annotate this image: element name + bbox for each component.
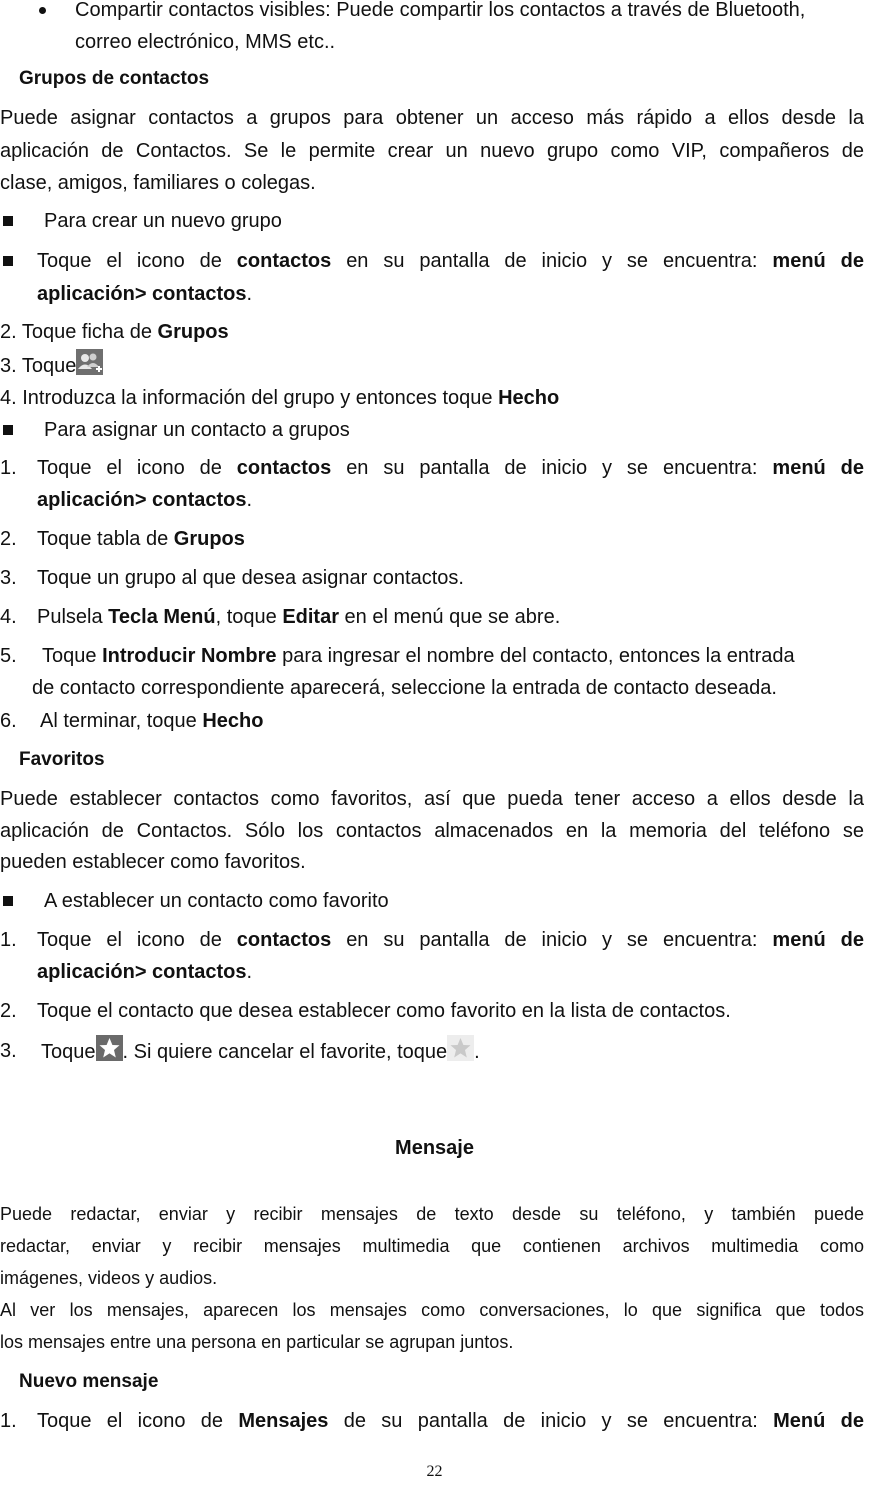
step-msg-1 bbox=[0, 1405, 864, 1437]
step-assign-4 bbox=[0, 601, 864, 633]
step-bold: menú de bbox=[772, 929, 865, 951]
chapter-title: Mensaje bbox=[395, 1137, 474, 1159]
step-bold: Tecla Menú bbox=[108, 606, 216, 628]
step-bold: aplicación> contactos bbox=[37, 961, 247, 983]
step-bold: Hecho bbox=[202, 710, 264, 732]
paragraph-line: Puede establecer contactos como favoritos, así que pueda tener acceso a ellos desde la bbox=[0, 788, 864, 810]
paragraph-line: imágenes, videos y audios. bbox=[0, 1268, 218, 1288]
step-text: en su pantalla de inicio y se encuentra: bbox=[346, 457, 758, 479]
step-assign-2 bbox=[0, 523, 864, 555]
step-number: 6. bbox=[0, 710, 17, 732]
step-number: 2. bbox=[0, 528, 17, 550]
square-bullet bbox=[3, 256, 13, 266]
step-bold: Introducir Nombre bbox=[102, 645, 277, 667]
step-assign-1 bbox=[0, 452, 864, 484]
step-text: . Si quiere cancelar el favorite, toque bbox=[122, 1041, 448, 1063]
step-assign-6 bbox=[0, 705, 864, 737]
step-number: 1. bbox=[0, 457, 17, 479]
bullet-text: Compartir contactos visibles: Puede compartir los contactos a través de Bluetooth, bbox=[75, 0, 806, 21]
step-number: 1. bbox=[0, 929, 17, 951]
paragraph-line: pueden establecer como favoritos. bbox=[0, 851, 306, 873]
step-bold: aplicación> contactos bbox=[37, 489, 247, 511]
step-text: 2. Toque ficha de bbox=[0, 321, 158, 343]
step-number: 5. bbox=[0, 645, 17, 667]
step-text: . bbox=[246, 961, 253, 983]
step-fav-2 bbox=[0, 995, 864, 1027]
step-create-1-cont bbox=[37, 278, 817, 310]
step-text: Toque el icono de bbox=[37, 457, 222, 479]
step-number: 3. bbox=[0, 1040, 17, 1062]
step-text: Al terminar, toque bbox=[40, 710, 203, 732]
step-number: 2. bbox=[0, 1000, 17, 1022]
step-text: Toque un grupo al que desea asignar contactos. bbox=[37, 567, 464, 589]
paragraph-line: los mensajes entre una persona en particular se agrupan juntos. bbox=[0, 1332, 514, 1352]
section-heading-new-message: Nuevo mensaje bbox=[19, 1371, 159, 1392]
step-text: Toque tabla de bbox=[37, 528, 174, 550]
step-text: 4. Introduzca la información del grupo y entonces toque bbox=[0, 387, 499, 409]
step-bold: menú de bbox=[772, 457, 865, 479]
step-bold: Mensajes bbox=[238, 1410, 329, 1432]
bullet-text-cont: correo electrónico, MMS etc.. bbox=[75, 31, 336, 53]
step-text: . bbox=[246, 489, 253, 511]
step-bold: Hecho bbox=[498, 387, 560, 409]
paragraph-line: Puede redactar, enviar y recibir mensajes de texto desde su teléfono, y también puede bbox=[0, 1204, 864, 1224]
paragraph-line: aplicación de Contactos. Sólo los contactos almacenados en la memoria del teléfono se bbox=[0, 820, 864, 842]
paragraph-line: Al ver los mensajes, aparecen los mensajes como conversaciones, lo que significa que todos bbox=[0, 1300, 864, 1320]
section-heading-groups: Grupos de contactos bbox=[19, 68, 210, 89]
step-text: en su pantalla de inicio y se encuentra: bbox=[346, 929, 758, 951]
step-text: Toque el icono de bbox=[37, 929, 222, 951]
star-filled-icon bbox=[96, 1035, 123, 1061]
step-text: . bbox=[246, 283, 253, 305]
step-text: Toque el icono de bbox=[37, 1410, 224, 1432]
step-bold: contactos bbox=[236, 457, 332, 479]
subsection-title: Para crear un nuevo grupo bbox=[44, 210, 282, 232]
section-heading-favorites: Favoritos bbox=[19, 749, 105, 770]
step-text: Toque bbox=[41, 1041, 96, 1063]
paragraph-line: aplicación de Contactos. Se le permite crear un nuevo grupo como VIP, compañeros de bbox=[0, 140, 864, 162]
step-text: Toque bbox=[42, 645, 103, 667]
step-number: 3. bbox=[0, 567, 17, 589]
step-assign-5-cont: de contacto correspondiente aparecerá, seleccione la entrada de contacto deseada. bbox=[32, 677, 777, 699]
step-text: 3. Toque bbox=[0, 355, 77, 377]
paragraph-line: Puede asignar contactos a grupos para obtener un acceso más rápido a ellos desde la bbox=[0, 107, 864, 129]
step-fav-1-cont bbox=[37, 956, 817, 988]
page-number: 22 bbox=[426, 1463, 443, 1480]
step-text: Toque el icono de bbox=[37, 250, 222, 272]
step-text: en su pantalla de inicio y se encuentra: bbox=[346, 250, 758, 272]
step-fav-3 bbox=[0, 1035, 864, 1067]
square-bullet bbox=[3, 896, 13, 906]
group-add-icon bbox=[76, 349, 103, 375]
square-bullet bbox=[3, 216, 13, 226]
step-bold: Grupos bbox=[157, 321, 229, 343]
step-text: , toque bbox=[215, 606, 283, 628]
subsection-title: Para asignar un contacto a grupos bbox=[44, 419, 350, 441]
step-bold: menú de bbox=[772, 250, 865, 272]
step-create-2 bbox=[0, 316, 864, 348]
step-text: en el menú que se abre. bbox=[339, 606, 561, 628]
step-assign-3 bbox=[0, 562, 864, 594]
step-number: 4. bbox=[0, 606, 17, 628]
step-text: Toque el contacto que desea establecer como favorito en la lista de contactos. bbox=[37, 1000, 731, 1022]
step-bold: Grupos bbox=[173, 528, 245, 550]
step-text: . bbox=[474, 1041, 480, 1063]
step-assign-1-cont bbox=[37, 484, 817, 516]
step-bold: contactos bbox=[236, 250, 332, 272]
square-bullet bbox=[3, 425, 13, 435]
step-text: Pulsela bbox=[37, 606, 109, 628]
step-bold: contactos bbox=[236, 929, 332, 951]
step-text: de su pantalla de inicio y se encuentra: bbox=[343, 1410, 758, 1432]
step-create-4 bbox=[0, 382, 864, 414]
step-assign-5 bbox=[0, 640, 864, 672]
step-bold: Editar bbox=[282, 606, 339, 628]
step-bold: Menú de bbox=[773, 1410, 864, 1432]
step-create-3 bbox=[0, 349, 864, 382]
step-fav-1 bbox=[0, 924, 864, 956]
star-outline-icon bbox=[447, 1035, 474, 1061]
step-number: 1. bbox=[0, 1410, 17, 1432]
step-bold: aplicación> contactos bbox=[37, 283, 247, 305]
paragraph-line: clase, amigos, familiares o colegas. bbox=[0, 172, 316, 194]
bullet-dot bbox=[39, 7, 46, 14]
subsection-title: A establecer un contacto como favorito bbox=[44, 890, 389, 912]
paragraph-line: redactar, enviar y recibir mensajes multimedia que contienen archivos multimedia como bbox=[0, 1236, 864, 1256]
step-text: para ingresar el nombre del contacto, entonces la entrada bbox=[276, 645, 795, 667]
